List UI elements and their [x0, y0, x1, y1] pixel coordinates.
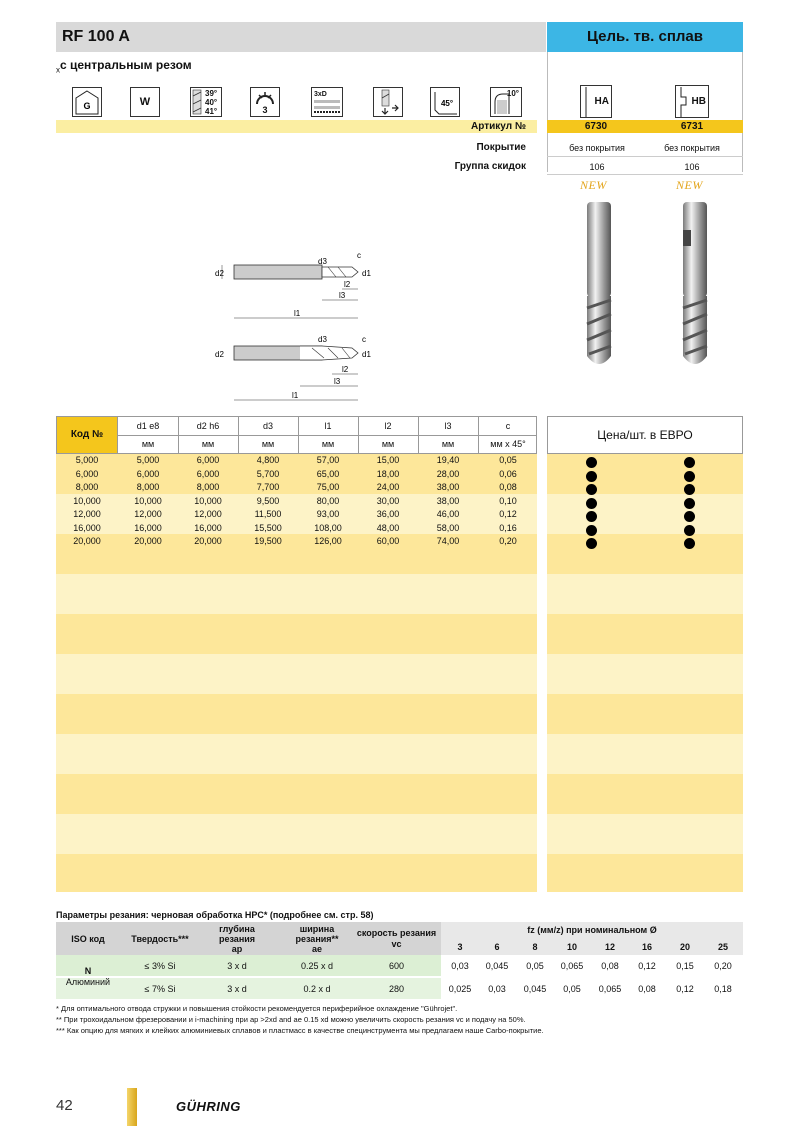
column-header: d3: [262, 421, 273, 431]
table-cell: 20,000: [134, 536, 162, 546]
svg-text:d2: d2: [215, 269, 224, 278]
svg-text:l2: l2: [342, 365, 349, 374]
tool-image-ha: [570, 196, 630, 376]
panel-divider: [547, 52, 548, 172]
table-cell: 80,00: [316, 495, 340, 506]
code-cell: 16,000: [73, 522, 101, 533]
table-cell: 57,00: [316, 455, 340, 465]
row-band: [56, 654, 537, 694]
helix-angle-icon: 39° 40° 41°: [190, 87, 222, 117]
divider: [118, 435, 537, 436]
table-cell: 8,000: [196, 482, 220, 492]
diameter-header: 10: [566, 942, 577, 952]
fz-header: fz (мм/z) при номинальном Ø: [527, 925, 657, 935]
fz-value: 0,12: [638, 961, 656, 971]
price-header: Цена/шт. в ЕВРО: [597, 428, 693, 442]
cutting-ae: 0.25 x d: [300, 961, 334, 971]
cutting-ae: 0.2 x d: [303, 984, 331, 994]
coating-hb: без покрытия: [664, 143, 720, 153]
diameter-header: 16: [641, 942, 652, 952]
row-band: [56, 734, 537, 774]
diameter-header: 6: [494, 942, 500, 952]
table-cell: 30,00: [376, 495, 400, 506]
table-cell: 20,000: [194, 536, 222, 546]
availability-dot: [684, 525, 695, 536]
table-cell: 38,00: [436, 495, 460, 506]
table-cell: 15,500: [254, 522, 282, 533]
table-cell: 10,000: [134, 495, 162, 506]
table-cell: 10,000: [194, 495, 222, 506]
fz-value: 0,15: [676, 961, 694, 971]
column-unit: мм: [141, 439, 155, 449]
brand-logo: GÜHRING: [176, 1099, 241, 1114]
column-divider: [478, 416, 479, 454]
subtitle: $_x$с центральным резом: [56, 58, 192, 75]
clearance-angle-icon: 10°: [490, 87, 522, 117]
row-band: [56, 574, 537, 614]
article-number-hb: 6731: [680, 121, 704, 132]
table-cell: 46,00: [436, 509, 460, 519]
column-header: c: [505, 421, 511, 431]
iso-group: N Алюминий: [65, 966, 111, 987]
panel-divider: [742, 52, 743, 172]
center-cut-icon: [373, 87, 403, 117]
row-band: [56, 774, 537, 814]
discount-ha: 106: [589, 162, 605, 172]
cutting-vc: 600: [388, 961, 405, 971]
tool-image-hb: [666, 196, 726, 376]
table-cell: 5,700: [256, 468, 280, 479]
cutting-hard: ≤ 7% Si: [144, 984, 176, 994]
table-cell: 24,00: [376, 482, 400, 492]
discount-label: Группа скидок: [454, 161, 526, 172]
table-cell: 6,000: [196, 468, 220, 479]
decorative-strip: [127, 1088, 137, 1126]
price-band: [547, 454, 743, 494]
table-cell: 18,00: [376, 468, 400, 479]
column-header: l3: [444, 421, 452, 431]
flutes-icon: 3: [250, 87, 280, 117]
availability-dot: [586, 484, 597, 495]
table-cell: 0,10: [499, 495, 517, 506]
table-cell: 0,16: [499, 522, 517, 533]
diameter-header: 3: [457, 942, 463, 952]
code-cell: 10,000: [73, 495, 101, 506]
fz-value: 0,08: [601, 961, 619, 971]
fz-value: 0,12: [676, 984, 694, 994]
table-cell: 28,00: [436, 468, 460, 479]
table-cell: 0,20: [499, 536, 517, 546]
material-header: [547, 22, 743, 52]
speed-header: скорость резания vc: [356, 928, 437, 949]
diameter-header: 20: [679, 942, 690, 952]
table-cell: 60,00: [376, 536, 400, 546]
availability-dot: [684, 457, 695, 468]
availability-dot: [586, 525, 597, 536]
column-divider: [178, 416, 179, 454]
material-title: Цель. тв. сплав: [587, 28, 703, 45]
table-cell: 11,500: [254, 509, 282, 519]
iso-header: ISO код: [71, 934, 105, 944]
diameter-header: 8: [532, 942, 538, 952]
fz-value: 0,025: [448, 984, 472, 994]
width-header: ширина резания** ae: [295, 924, 339, 954]
column-unit: мм: [321, 439, 335, 449]
article-number-ha: 6730: [584, 121, 608, 132]
cutting-params-title: Параметры резания: черновая обработка HPC* (подробнее см. стр. 58): [56, 910, 374, 920]
fz-value: 0,05: [563, 984, 581, 994]
table-cell: 0,08: [499, 482, 517, 492]
coating-ha: без покрытия: [569, 143, 625, 153]
table-cell: 0,06: [499, 468, 517, 479]
shank-hb-icon: HB: [675, 85, 709, 118]
row-band: [56, 854, 537, 892]
table-cell: 16,000: [194, 522, 222, 533]
footnote-2: ** При трохоидальном фрезеровании и i-machining при ap >2xd and ae 0.15 xd можно увеличить скорость резания vc и подачу на 50%.: [56, 1015, 526, 1024]
table-cell: 75,00: [316, 482, 340, 492]
svg-text:d2: d2: [215, 350, 224, 359]
code-header: Код №: [70, 429, 104, 440]
availability-dot: [586, 471, 597, 482]
g-icon: [72, 87, 102, 117]
table-cell: 93,00: [316, 509, 340, 519]
price-band: [547, 694, 743, 734]
hardness-header: Твердость***: [131, 934, 189, 944]
table-cell: 16,000: [134, 522, 162, 533]
column-unit: мм: [261, 439, 275, 449]
product-title: RF 100 A: [62, 28, 130, 45]
w-icon: W: [130, 87, 160, 117]
footnote-3: *** Как опцию для мягких и клейких алюминиевых сплавов и пластмасс в качестве специнструмента мы предлагаем наше Carbo-покрытие.: [56, 1026, 544, 1035]
availability-dot: [586, 457, 597, 468]
fz-value: 0,20: [714, 961, 732, 971]
cutting-vc: 280: [388, 984, 405, 994]
table-cell: 74,00: [436, 536, 460, 546]
fz-value: 0,045: [485, 961, 509, 971]
divider: [547, 174, 743, 175]
table-cell: 7,700: [256, 482, 280, 492]
cutting-ap: 3 x d: [227, 984, 247, 994]
column-divider: [298, 416, 299, 454]
availability-dot: [586, 498, 597, 509]
drawing-hb: [212, 330, 392, 410]
row-band: [56, 814, 537, 854]
depth-header: глубина резания ap: [218, 924, 256, 954]
price-band: [547, 494, 743, 534]
price-band: [547, 574, 743, 614]
table-cell: 12,000: [194, 509, 222, 519]
diameter-header: 25: [717, 942, 728, 952]
table-cell: 19,500: [254, 536, 282, 546]
column-divider: [418, 416, 419, 454]
fz-value: 0,065: [598, 984, 622, 994]
table-cell: 108,00: [314, 522, 342, 533]
table-cell: 38,00: [436, 482, 460, 492]
code-cell: 6,000: [75, 468, 99, 479]
svg-text:l1: l1: [292, 391, 299, 400]
svg-text:45°: 45°: [440, 99, 454, 108]
drawing-ha: [212, 242, 392, 322]
svg-text:l3: l3: [339, 291, 346, 300]
svg-text:d1: d1: [362, 350, 371, 359]
svg-text:l3: l3: [334, 377, 341, 386]
availability-dot: [684, 511, 695, 522]
table-cell: 19,40: [436, 455, 460, 465]
cutting-ap: 3 x d: [227, 961, 247, 971]
shank-ha-icon: HA: [580, 85, 612, 118]
availability-dot: [684, 484, 695, 495]
svg-text:l2: l2: [344, 280, 351, 289]
depth-icon: 3xD: [311, 87, 343, 117]
column-unit: мм: [381, 439, 395, 449]
divider: [547, 156, 743, 157]
fz-value: 0,08: [638, 984, 656, 994]
table-cell: 126,00: [314, 536, 342, 546]
availability-dot: [586, 511, 597, 522]
table-cell: 9,500: [256, 495, 280, 506]
fz-value: 0,045: [523, 984, 547, 994]
price-band: [547, 614, 743, 654]
table-cell: 36,00: [376, 509, 400, 519]
svg-text:d3: d3: [318, 257, 327, 266]
page-number: 42: [56, 1097, 73, 1114]
column-header: d1 e8: [136, 421, 160, 431]
table-cell: 65,00: [316, 468, 340, 479]
table-cell: 12,000: [134, 509, 162, 519]
table-cell: 58,00: [436, 522, 460, 533]
price-band: [547, 854, 743, 892]
table-cell: 0,12: [499, 509, 517, 519]
availability-dot: [684, 538, 695, 549]
discount-hb: 106: [684, 162, 700, 172]
code-cell: 20,000: [73, 536, 101, 546]
table-cell: 5,000: [136, 455, 160, 465]
column-divider: [358, 416, 359, 454]
svg-text:c: c: [357, 251, 361, 260]
diameter-header: 12: [604, 942, 615, 952]
article-label: Артикул №: [471, 121, 526, 132]
column-header: l1: [324, 421, 332, 431]
column-header: d2 h6: [196, 421, 220, 431]
fz-value: 0,03: [488, 984, 506, 994]
new-tag-hb: NEW: [676, 178, 703, 192]
table-cell: 6,000: [196, 455, 220, 465]
svg-text:G: G: [83, 101, 91, 111]
footnote-1: * Для оптимального отвода стружки и повышения стойкости рекомендуется периферийное охлаждение "Gührojet".: [56, 1004, 458, 1013]
code-cell: 12,000: [73, 509, 101, 519]
table-cell: 15,00: [376, 455, 400, 465]
code-cell: 5,000: [75, 455, 99, 465]
availability-dot: [586, 538, 597, 549]
price-band: [547, 534, 743, 574]
new-tag-ha: NEW: [580, 178, 607, 192]
coating-label: Покрытие: [476, 142, 526, 153]
svg-text:c: c: [362, 335, 366, 344]
table-cell: 0,05: [499, 455, 517, 465]
cutting-hard: ≤ 3% Si: [144, 961, 176, 971]
fz-value: 0,03: [451, 961, 469, 971]
column-unit: мм x 45°: [490, 439, 526, 449]
svg-text:l1: l1: [294, 309, 301, 318]
code-cell: 8,000: [75, 482, 99, 492]
fz-value: 0,18: [714, 984, 732, 994]
product-header: [56, 22, 546, 52]
svg-text:d1: d1: [362, 269, 371, 278]
fz-value: 0,065: [560, 961, 584, 971]
column-divider: [238, 416, 239, 454]
fz-value: 0,05: [526, 961, 544, 971]
table-cell: 8,000: [136, 482, 160, 492]
column-unit: мм: [441, 439, 455, 449]
row-band: [56, 614, 537, 654]
price-band: [547, 734, 743, 774]
table-cell: 6,000: [136, 468, 160, 479]
row-band: [56, 694, 537, 734]
column-unit: мм: [201, 439, 215, 449]
availability-dot: [684, 498, 695, 509]
svg-text:d3: d3: [318, 335, 327, 344]
table-cell: 48,00: [376, 522, 400, 533]
chamfer-icon: [430, 87, 460, 117]
table-cell: 4,800: [256, 455, 280, 465]
availability-dot: [684, 471, 695, 482]
price-band: [547, 814, 743, 854]
column-header: l2: [384, 421, 392, 431]
price-band: [547, 654, 743, 694]
price-band: [547, 774, 743, 814]
